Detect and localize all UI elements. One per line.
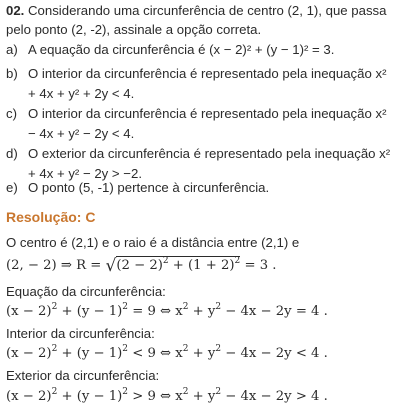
option-text: A equação da circunferência é (x − 2)² + (y − 1)² = 3. bbox=[28, 42, 335, 57]
question-statement bbox=[6, 1, 398, 39]
formula-part: + y bbox=[188, 304, 216, 319]
option-letter: d) bbox=[6, 146, 18, 161]
option-text-cont: − 4x + y² − 2y < 4. bbox=[28, 126, 135, 141]
resolution-title: Resolução: C bbox=[6, 209, 96, 225]
radicand-term-2: + (1 + 2) bbox=[168, 258, 235, 273]
exterior-formula bbox=[6, 387, 328, 404]
option-letter: c) bbox=[6, 106, 17, 121]
resolution-intro: O centro é (2,1) e o raio é a distância entre (2,1) e bbox=[6, 235, 300, 250]
exponent: 2 bbox=[215, 387, 222, 397]
square-root bbox=[106, 256, 241, 276]
exponent: 2 bbox=[51, 387, 58, 397]
exponent: 2 bbox=[215, 302, 222, 312]
formula-part: + (y − 1) bbox=[57, 389, 123, 404]
formula-part: − 4x − 2y < 4 . bbox=[221, 346, 328, 361]
exponent: 2 bbox=[51, 344, 58, 354]
formula-part: + (y − 1) bbox=[57, 304, 123, 319]
formula-part: (x − 2) bbox=[6, 346, 52, 361]
option-text-cont: + 4x + y² − 2y > −2. bbox=[28, 166, 142, 181]
exponent: 2 bbox=[182, 387, 189, 397]
formula-part: (x − 2) bbox=[6, 304, 52, 319]
equation-formula bbox=[6, 302, 328, 319]
interior-formula bbox=[6, 344, 328, 361]
interior-label: Interior da circunferência: bbox=[6, 326, 155, 341]
exponent: 2 bbox=[122, 344, 129, 354]
equation-label: Equação da circunferência: bbox=[6, 284, 166, 299]
formula-part: + (y − 1) bbox=[57, 346, 123, 361]
exponent: 2 bbox=[234, 256, 241, 266]
formula-part: < 9 ⇔ x bbox=[128, 346, 183, 361]
radius-formula-lhs: (2, − 2) ⇒ R = bbox=[6, 258, 106, 273]
formula-part: + y bbox=[188, 346, 216, 361]
radicand-term-1: (2 − 2) bbox=[116, 258, 163, 273]
option-text: O interior da circunferência é representado pela inequação x² bbox=[28, 106, 387, 121]
formula-part: = 9 ⇔ x bbox=[128, 304, 183, 319]
option-text: O interior da circunferência é representado pela inequação x² bbox=[28, 66, 387, 81]
option-text-cont: + 4x + y² + 2y < 4. bbox=[28, 86, 135, 101]
option-letter: a) bbox=[6, 42, 18, 57]
question-text-line-2: pelo ponto (2, -2), assinale a opção correta. bbox=[6, 22, 262, 37]
exterior-label: Exterior da circunferência: bbox=[6, 368, 160, 383]
exponent: 2 bbox=[182, 302, 189, 312]
exponent: 2 bbox=[122, 302, 129, 312]
exponent: 2 bbox=[182, 344, 189, 354]
formula-part: − 4x − 2y > 4 . bbox=[221, 389, 328, 404]
radius-formula-rhs: = 3 . bbox=[240, 258, 277, 273]
radius-formula bbox=[6, 256, 276, 276]
question-text-line-1: Considerando uma circunferência de centro (2, 1), que passa bbox=[28, 3, 387, 18]
formula-part: (x − 2) bbox=[6, 389, 52, 404]
option-letter: e) bbox=[6, 180, 18, 195]
formula-part: + y bbox=[188, 389, 216, 404]
formula-part: > 9 ⇔ x bbox=[128, 389, 183, 404]
exponent: 2 bbox=[122, 387, 129, 397]
option-text: O ponto (5, -1) pertence à circunferência. bbox=[28, 180, 270, 195]
formula-part: − 4x − 2y = 4 . bbox=[221, 304, 328, 319]
exponent: 2 bbox=[51, 302, 58, 312]
option-letter: b) bbox=[6, 66, 18, 81]
exponent: 2 bbox=[162, 256, 169, 266]
question-number: 02. bbox=[6, 3, 25, 18]
radical-sign-icon: √ bbox=[105, 256, 117, 276]
exponent: 2 bbox=[215, 344, 222, 354]
option-text: O exterior da circunferência é representado pela inequação x² bbox=[28, 146, 391, 161]
